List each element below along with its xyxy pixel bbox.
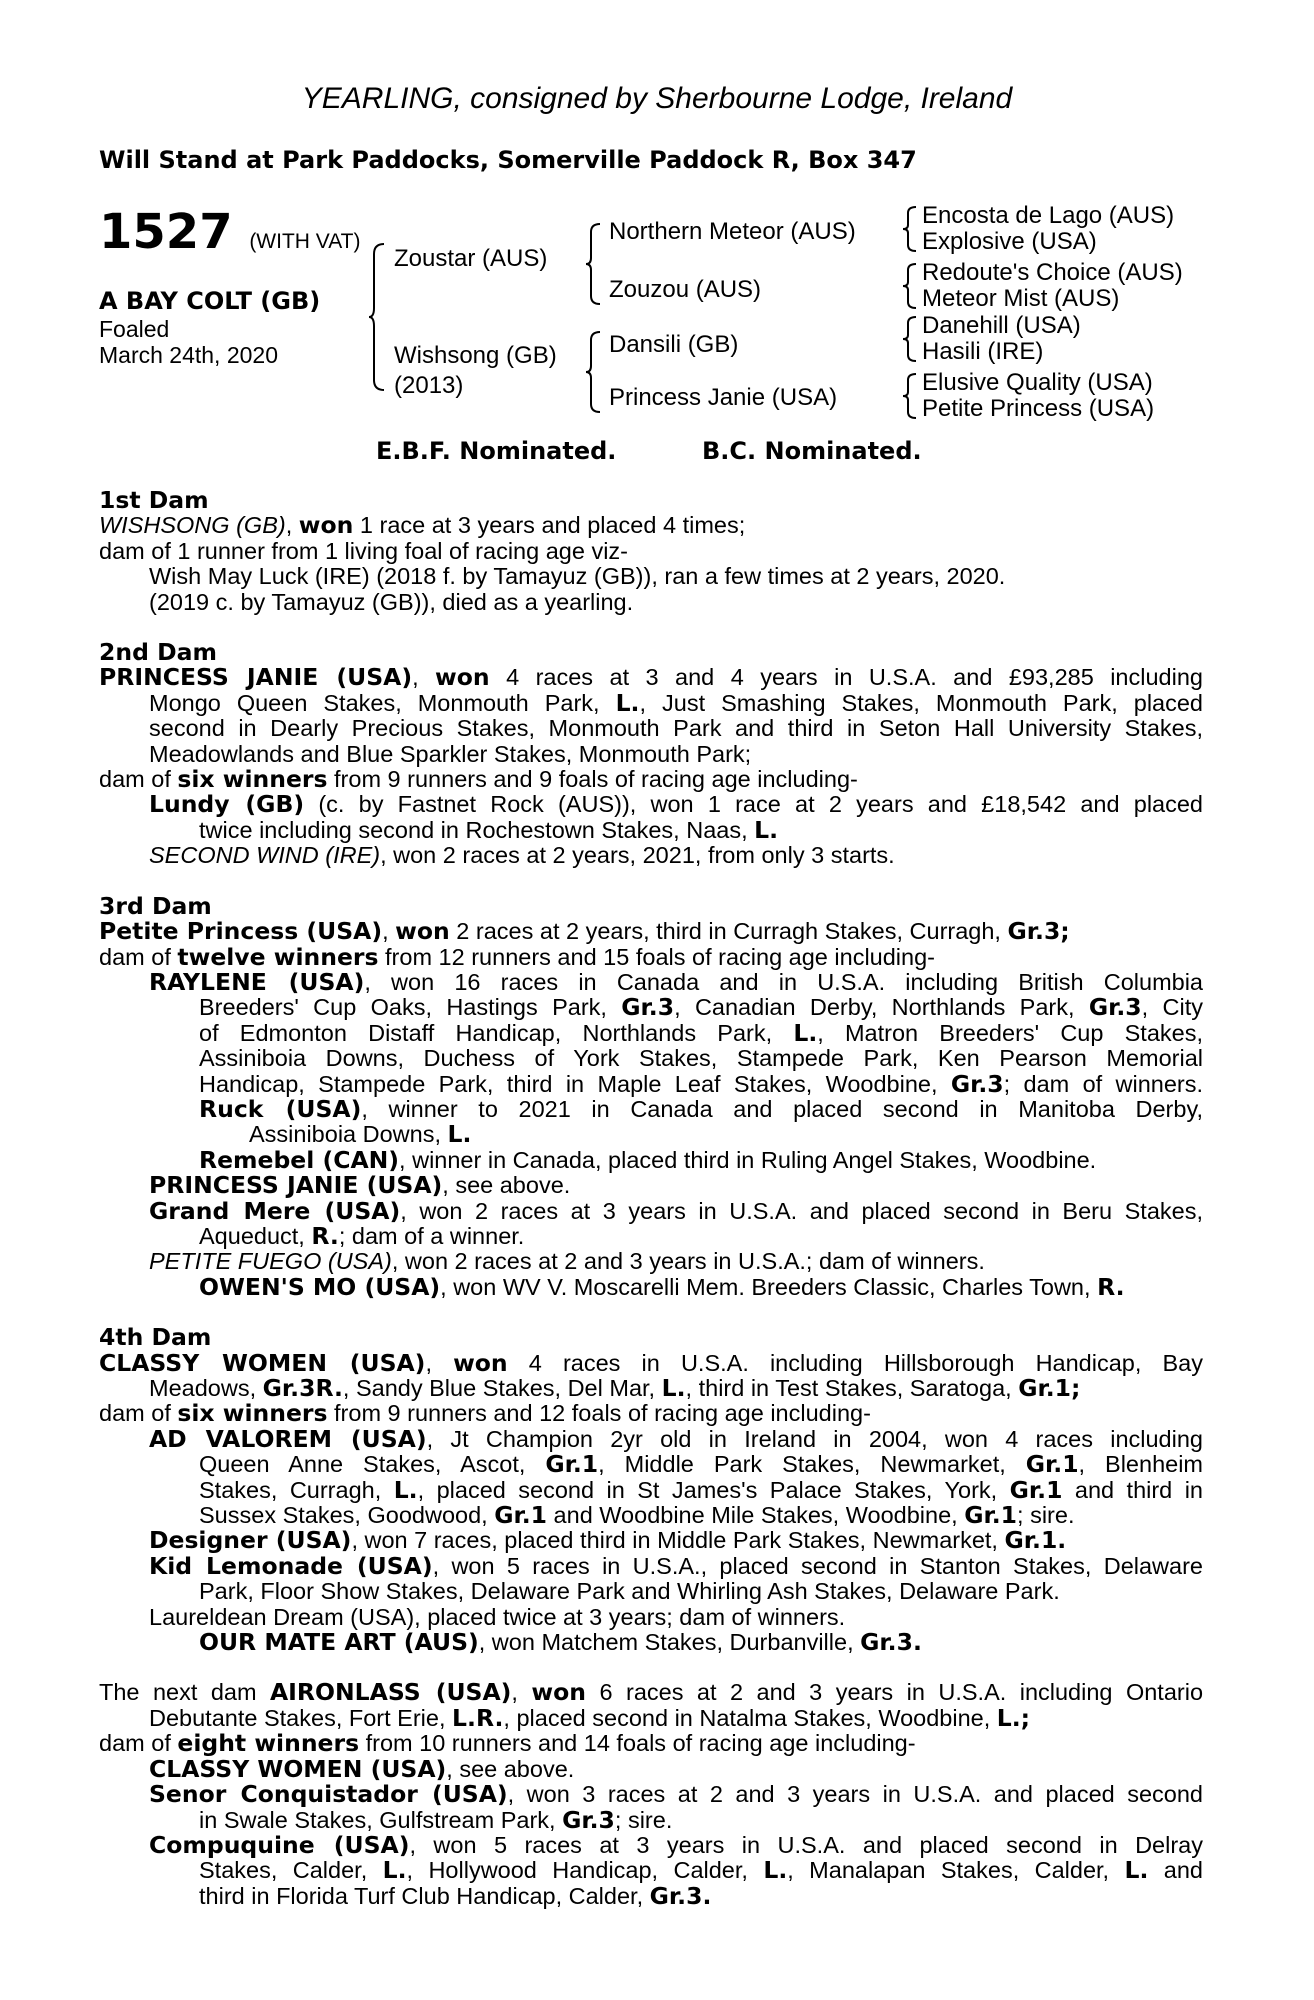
raylene-line-5: Handicap, Stampede Park, third in Maple Leaf Stakes, Woodbine, Gr.3; dam of winners. (199, 1069, 1204, 1098)
classy-women-line: CLASSY WOMEN (USA), see above. (149, 1754, 575, 1783)
ad-valorem-line-2: Queen Anne Stakes, Ascot, Gr.1, Middle Park Stakes, Newmarket, Gr.1, Blenheim (199, 1450, 1204, 1479)
next-dam-line-2: Debutante Stakes, Fort Erie, L.R., placed second in Natalma Stakes, Woodbine, L.; (149, 1703, 1031, 1732)
dam4-name: CLASSY WOMEN (USA) (99, 1348, 426, 1377)
dam2-lundy-line-2: twice including second in Rochestown Stakes, Naas, L. (199, 815, 779, 844)
compuquine-line-3: third in Florida Turf Club Handicap, Calder, Gr.3. (199, 1881, 712, 1910)
pedigree-brace-ggp-3 (902, 315, 918, 363)
foaled-label: Foaled (99, 316, 170, 342)
dam2-produce: dam of six winners from 9 runners and 9 foals of racing age including- (99, 765, 858, 794)
raylene-line-2: Breeders' Cup Oaks, Hastings Park, Gr.3, Canadian Derby, Northlands Park, Gr.3, City (199, 993, 1203, 1022)
dam1-line: WISHSONG (GB), won 1 race at 3 years and placed 4 times; (99, 511, 746, 540)
dam2-line-1: PRINCESS JANIE (USA), won 4 races at 3 and 4 years in U.S.A. and £93,285 including (99, 663, 1203, 692)
lot-number: 1527 (99, 204, 233, 260)
horse-description: A BAY COLT (GB) (99, 287, 321, 315)
dam3-name: Petite Princess (USA) (99, 917, 383, 946)
dam2-lundy-line-1: Lundy (GB) (c. by Fastnet Rock (AUS)), won 1 race at 2 years and £18,542 and placed (149, 790, 1204, 819)
dam2-line-2: Mongo Queen Stakes, Monmouth Park, L., Just Smashing Stakes, Monmouth Park, placed (149, 688, 1203, 717)
princess-janie-line: PRINCESS JANIE (USA), see above. (149, 1171, 571, 1200)
pedigree-sire: Zoustar (AUS) (394, 245, 548, 272)
pedigree-ggp-4: Meteor Mist (AUS) (922, 285, 1120, 312)
senor-conquistador-line-1: Senor Conquistador (USA), won 3 races at 2 and 3 years in U.S.A. and placed second (149, 1780, 1203, 1809)
dam3-produce: dam of twelve winners from 12 runners and 15 foals of racing age including- (99, 942, 935, 971)
ebf-nomination: E.B.F. Nominated. (376, 437, 617, 465)
dam4-heading: 4th Dam (99, 1323, 212, 1352)
dam1-foal-1: Wish May Luck (IRE) (2018 f. by Tamayuz (GB)), ran a few times at 2 years, 2020. (149, 563, 1006, 590)
dam4-line-2: Meadows, Gr.3R., Sandy Blue Stakes, Del Mar, L., third in Test Stakes, Saratoga, Gr.1; (149, 1374, 1081, 1402)
remebel-line: Remebel (CAN), winner in Canada, placed third in Ruling Angel Stakes, Woodbine. (199, 1145, 1097, 1174)
next-dam-produce: dam of eight winners from 10 runners and 14 foals of racing age including- (99, 1729, 916, 1758)
ad-valorem-line-4: Sussex Stakes, Goodwood, Gr.1 and Woodbine Mile Stakes, Woodbine, Gr.1; sire. (199, 1501, 1075, 1530)
dam1-produce: dam of 1 runner from 1 living foal of racing age viz- (99, 537, 629, 564)
dam4-produce: dam of six winners from 9 runners and 12 foals of racing age including- (99, 1399, 871, 1428)
dam2-second-wind: SECOND WIND (IRE), won 2 races at 2 years, 2021, from only 3 starts. (149, 842, 895, 869)
our-mate-art-line: OUR MATE ART (AUS), won Matchem Stakes, Durbanville, Gr.3. (199, 1628, 922, 1657)
lundy-name: Lundy (GB) (149, 790, 305, 819)
pedigree-ggp-1: Encosta de Lago (AUS) (922, 202, 1175, 229)
pedigree-brace-ggp-2 (902, 262, 918, 310)
raylene-line-4: Assiniboia Downs, Duchess of York Stakes, Stampede Park, Ken Pearson Memorial (199, 1045, 1203, 1072)
grand-mere-line-1: Grand Mere (USA), won 2 races at 3 years in U.S.A. and placed second in Beru Stakes, (149, 1196, 1203, 1225)
raylene-line-3: of Edmonton Distaff Handicap, Northlands Park, L., Matron Breeders' Cup Stakes, (199, 1018, 1203, 1047)
pedigree-dam-sire: Dansili (GB) (609, 331, 739, 358)
pedigree-notes (99, 488, 1203, 1909)
pedigree-brace-ggp-4 (902, 372, 918, 420)
pedigree-ggp-6: Hasili (IRE) (922, 338, 1044, 365)
consignor-subtitle: YEARLING, consigned by Sherbourne Lodge, Ireland (301, 82, 1013, 115)
stand-location: Will Stand at Park Paddocks, Somerville Paddock R, Box 347 (99, 146, 917, 174)
grand-mere-line-2: Aqueduct, R.; dam of a winner. (199, 1221, 525, 1250)
next-dam-line-1: The next dam AIRONLASS (USA), won 6 races at 2 and 3 years in U.S.A. including Ontario (99, 1678, 1204, 1707)
ad-valorem-line-3: Stakes, Curragh, L., placed second in St James's Palace Stakes, York, Gr.1 and third in (199, 1475, 1203, 1504)
pedigree-dam-year: (2013) (394, 372, 464, 399)
ruck-line-2: Assiniboia Downs, L. (249, 1120, 472, 1149)
next-dam-name: AIRONLASS (USA) (270, 1678, 512, 1707)
dam1-heading: 1st Dam (99, 486, 209, 514)
dam1-name: WISHSONG (GB) (99, 512, 286, 539)
designer-line: Designer (USA), won 7 races, placed third in Middle Park Stakes, Newmarket, Gr.1. (149, 1526, 1067, 1555)
pedigree-brace-main (368, 242, 388, 392)
pedigree-sire-dam: Zouzou (AUS) (609, 276, 762, 303)
dam3-line-1: Petite Princess (USA), won 2 races at 2 years, third in Curragh Stakes, Curragh, Gr.3; (99, 917, 1070, 946)
kid-lemonade-line-2: Park, Floor Show Stakes, Delaware Park and Whirling Ash Stakes, Delaware Park. (199, 1578, 1060, 1605)
pedigree-brace-ggp-1 (902, 205, 918, 253)
pedigree-ggp-7: Elusive Quality (USA) (922, 369, 1153, 396)
dam1-foal-2: (2019 c. by Tamayuz (GB)), died as a yearling. (149, 588, 634, 615)
pedigree-ggp-3: Redoute's Choice (AUS) (922, 259, 1183, 286)
petite-fuego-line: PETITE FUEGO (USA), won 2 races at 2 and 3 years in U.S.A.; dam of winners. (149, 1248, 985, 1275)
pedigree-dam: Wishsong (GB) (394, 342, 557, 369)
dam2-name: PRINCESS JANIE (USA) (99, 663, 413, 692)
lot-number-line (99, 204, 361, 270)
laureldean-dream-line: Laureldean Dream (USA), placed twice at 3 years; dam of winners. (149, 1603, 846, 1630)
pedigree-ggp-5: Danehill (USA) (922, 312, 1081, 339)
owens-mo-line: OWEN'S MO (USA), won WV V. Moscarelli Mem. Breeders Classic, Charles Town, R. (199, 1272, 1125, 1301)
senor-conquistador-line-2: in Swale Stakes, Gulfstream Park, Gr.3; sire. (199, 1805, 673, 1834)
dam2-heading: 2nd Dam (99, 638, 217, 667)
compuquine-line-2: Stakes, Calder, L., Hollywood Handicap, Calder, L., Manalapan Stakes, Calder, L. and (199, 1856, 1203, 1885)
kid-lemonade-line-1: Kid Lemonade (USA), won 5 races in U.S.A., placed second in Stanton Stakes, Delaware (149, 1551, 1203, 1580)
pedigree-brace-sire (585, 222, 603, 306)
compuquine-line-1: Compuquine (USA), won 5 races at 3 years in U.S.A. and placed second in Delray (149, 1830, 1203, 1859)
dam3-heading: 3rd Dam (99, 891, 212, 920)
pedigree-brace-dam (585, 330, 603, 414)
dam4-line-1: CLASSY WOMEN (USA), won 4 races in U.S.A. including Hillsborough Handicap, Bay (99, 1348, 1203, 1377)
bc-nomination: B.C. Nominated. (702, 437, 922, 465)
pedigree-dam-dam: Princess Janie (USA) (609, 384, 838, 411)
pedigree-sire-sire: Northern Meteor (AUS) (609, 218, 856, 245)
ruck-line-1: Ruck (USA), winner to 2021 in Canada and placed second in Manitoba Derby, (199, 1094, 1203, 1123)
pedigree-ggp-2: Explosive (USA) (922, 228, 1097, 255)
raylene-line-1: RAYLENE (USA), won 16 races in Canada and in U.S.A. including British Columbia (149, 967, 1204, 996)
dam2-line-3: second in Dearly Precious Stakes, Monmouth Park and third in Seton Hall University Stakes, (149, 715, 1203, 742)
foaled-date: March 24th, 2020 (99, 342, 279, 368)
ad-valorem-line-1: AD VALOREM (USA), Jt Champion 2yr old in Ireland in 2004, won 4 races including (149, 1424, 1203, 1453)
dam2-line-4: Meadowlands and Blue Sparkler Stakes, Monmouth Park; (149, 740, 752, 767)
pedigree-ggp-8: Petite Princess (USA) (922, 395, 1155, 422)
vat-note: (WITH VAT) (249, 230, 361, 253)
